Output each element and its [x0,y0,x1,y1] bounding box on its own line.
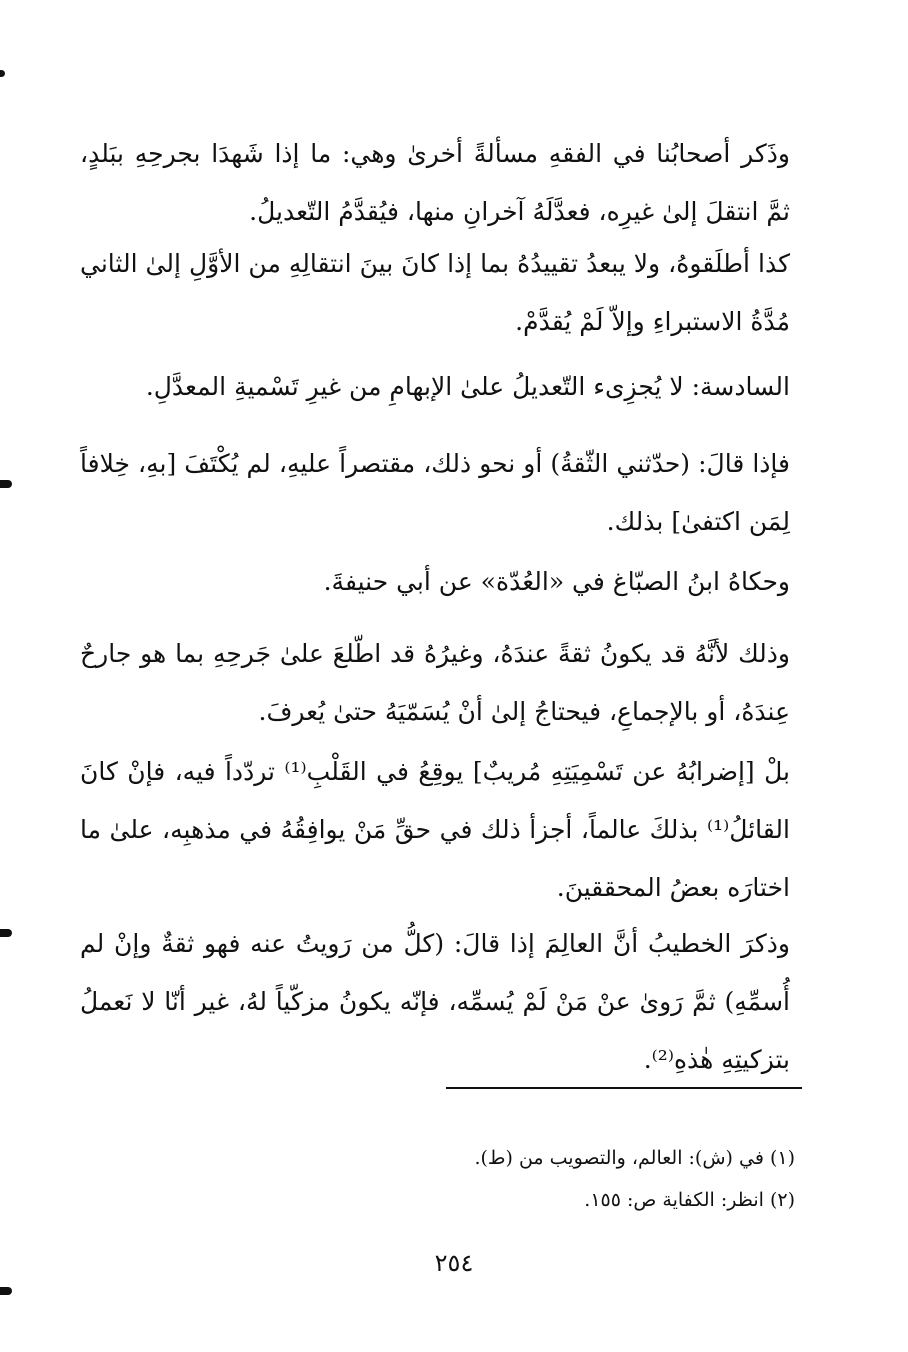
paragraph-5: وحكاهُ ابنُ الصبّاغ في «العُدّة» عن أبي حنيفةَ. [323,567,790,596]
binding-hole-mark [0,70,5,77]
paragraph-7: بلْ [إضرابُهُ عن تَسْمِيَتِهِ مُريبٌ] يوقِعُ في القَلْبِ⁽¹⁾ تردّداً فيه، فإنْ كانَ القائلُ⁽¹⁾ بذلكَ عالماً، أجزأ ذلك في حقِّ مَنْ يوافِقُهُ في مذهبِه، علىٰ ما اختارَه بعضُ المحققينَ. [80,757,790,902]
paragraph-6: وذلك لأنَّهُ قد يكونُ ثقةً عندَهُ، وغيرُهُ قد اطّلعَ علىٰ جَرحِهِ بما هو جارحٌ عِندَهُ، أو بالإجماعِ، فيحتاجُ إلىٰ أنْ يُسَمّيَهُ حتىٰ يُعرفَ. [80,639,790,726]
footnote-1: (١) في (ش): العالم، والتصويب من (ط). [474,1147,795,1169]
paragraph-1: وذَكر أصحابُنا في الفقهِ مسألةً أخرىٰ وهي: ما إذا شَهدَا بجرحِهِ ببَلدٍ، ثمَّ انتقلَ إلىٰ غيرِه، فعدَّلَهُ آخرانِ منها، فيُقدَّمُ التّعديلُ. [80,139,790,226]
binding-hole-mark [0,929,12,937]
binding-hole-mark [0,480,12,488]
page-number: ٢٥٤ [434,1249,474,1277]
paragraph-2: كذا أطلَقوهُ، ولا يبعدُ تقييدُهُ بما إذا كانَ بينَ انتقالِهِ من الأوَّلِ إلىٰ الثاني مُدَّةُ الاستبراءِ وإلاّ لَمْ يُقدَّمْ. [80,249,790,336]
binding-hole-mark [0,1287,12,1295]
paragraph-4: فإذا قالَ: (حدّثني الثّقةُ) أو نحو ذلك، مقتصراً عليهِ، لم يُكْتَفَ [بهِ، خِلافاً لِمَن اكتفىٰ] بذلك. [80,449,790,536]
footnote-2: (٢) انظر: الكفاية ص: ١٥٥. [584,1189,795,1211]
paragraph-3-heading-sixth: السادسة: لا يُجزِىء التّعديلُ علىٰ الإبهامِ من غيرِ تَسْميةِ المعدَّلِ. [145,372,790,401]
paragraph-8: وذكرَ الخطيبُ أنَّ العالِمَ إذا قالَ: (كلُّ من رَويتُ عنه فهو ثقةٌ وإنْ لم أُسمِّهِ) ثمَّ رَوىٰ عنْ مَنْ لَمْ يُسمِّه، فإنّه يكونُ مزكّياً لهُ، غير أنّا لا نَعملُ بتزكيتِهِ هٰذهِ⁽²⁾. [80,929,790,1074]
footnote-divider [446,1087,802,1089]
